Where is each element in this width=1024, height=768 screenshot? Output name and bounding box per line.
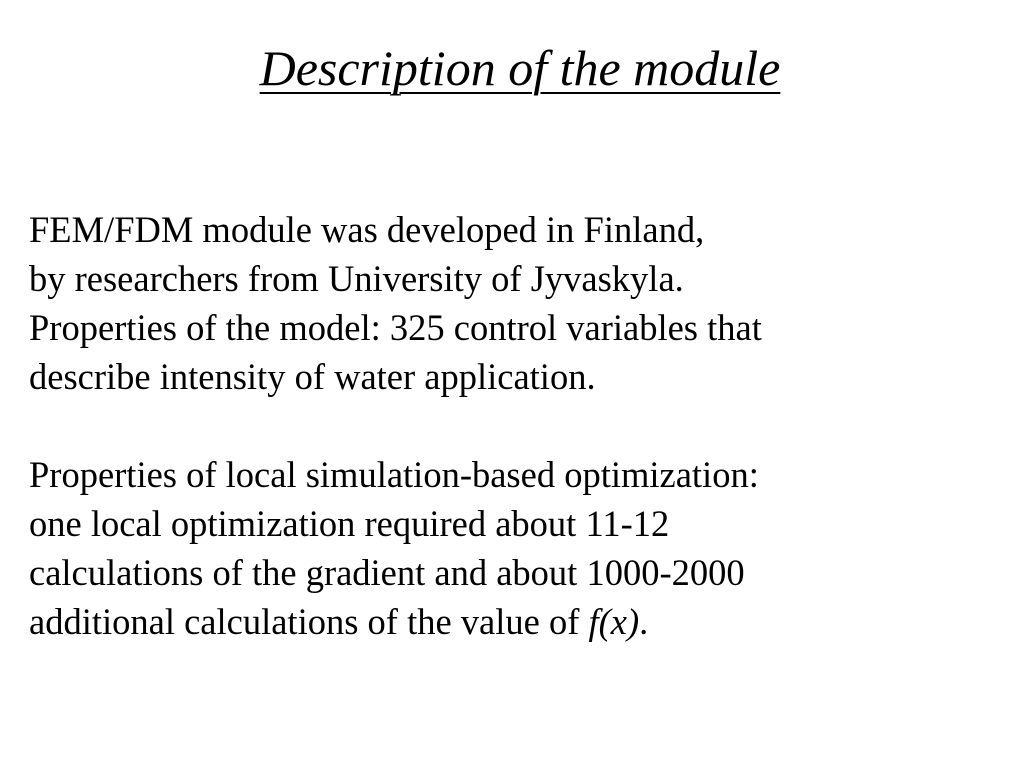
paragraph-1-line-3: Properties of the model: 325 control variables that <box>29 307 762 348</box>
function-notation: f(x) <box>588 601 640 642</box>
slide-body <box>29 205 1019 646</box>
paragraph-2-line-3: calculations of the gradient and about 1000-2000 <box>29 552 745 593</box>
paragraph-2-line-1: Properties of local simulation-based optimization: <box>29 454 759 495</box>
slide-title: Description of the module <box>259 40 781 96</box>
paragraph-1-line-1: FEM/FDM module was developed in Finland, <box>29 209 705 250</box>
paragraph-2-line-4-end: . <box>639 601 649 642</box>
paragraph-2-line-2: one local optimization required about 11-12 <box>29 503 670 544</box>
paragraph-2-line-4-text: additional calculations of the value of <box>29 601 589 642</box>
paragraph-1-line-2: by researchers from University of Jyvaskyla. <box>29 258 684 299</box>
paragraph-1-line-4: describe intensity of water application. <box>29 356 596 397</box>
paragraph-spacer <box>29 401 1019 450</box>
paragraph-2-line-4 <box>29 597 1019 646</box>
